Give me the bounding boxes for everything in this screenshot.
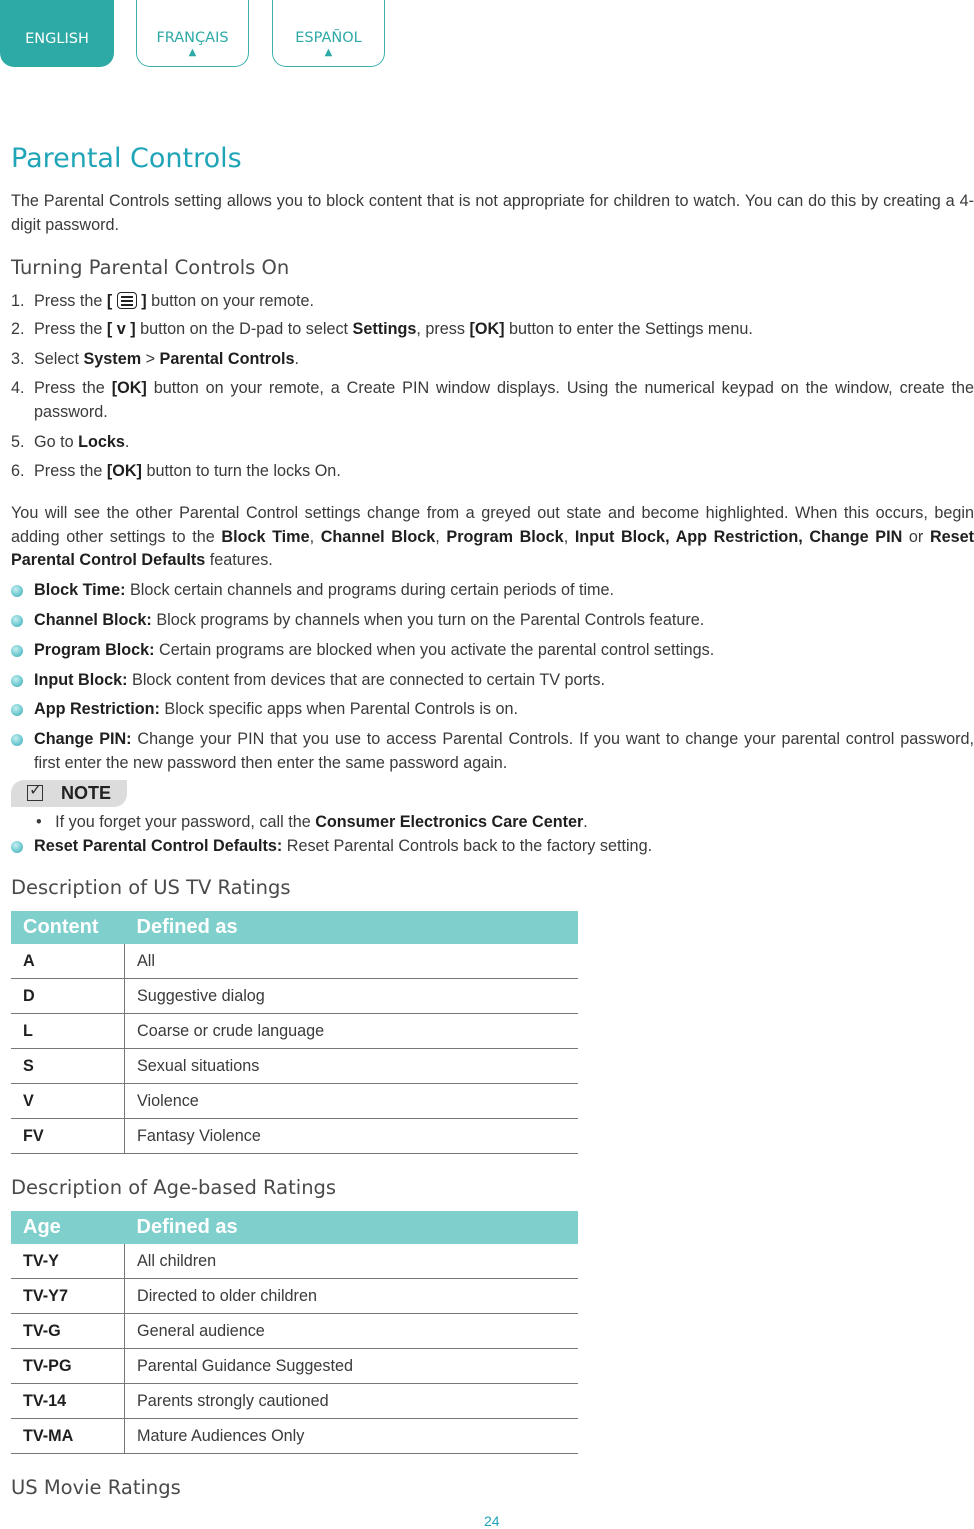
rating-definition: Fantasy Violence	[125, 1119, 579, 1154]
step-number: 2.	[11, 320, 25, 338]
note-text: If you forget your password, call the	[55, 813, 316, 831]
overview-bold: Channel Block	[320, 527, 436, 546]
step-text: .	[124, 433, 130, 451]
feature-desc: Block certain channels and programs during certain periods of time.	[125, 581, 615, 599]
rating-definition: Directed to older children	[125, 1279, 579, 1314]
step-text: Press the	[34, 379, 112, 397]
age-ratings-table	[11, 1211, 578, 1454]
column-header: Content	[11, 911, 125, 944]
rating-code: FV	[11, 1119, 125, 1154]
rating-code: TV-MA	[11, 1419, 125, 1454]
rating-code: L	[11, 1014, 125, 1049]
rating-code: TV-PG	[11, 1349, 125, 1384]
feature-desc: Block content from devices that are connected to certain TV ports.	[127, 671, 606, 689]
section-heading-age-ratings: Description of Age-based Ratings	[11, 1176, 337, 1199]
feature-item	[11, 639, 974, 663]
step-1	[11, 290, 974, 314]
table-row	[11, 1084, 578, 1119]
step-text: Press the	[34, 320, 107, 338]
rating-definition: Parental Guidance Suggested	[125, 1349, 579, 1384]
us-tv-ratings-table	[11, 911, 578, 1154]
rating-definition: Coarse or crude language	[125, 1014, 579, 1049]
triangle-up-icon: ▲	[188, 47, 197, 58]
bullet-dot-icon	[11, 645, 23, 657]
overview-text: features.	[205, 551, 273, 569]
rating-definition: All children	[125, 1244, 579, 1279]
feature-item	[11, 698, 974, 722]
feature-desc: Certain programs are blocked when you activate the parental control settings.	[154, 641, 715, 659]
overview-text: You will see the other Parental Control settings change from a greyed out state and become highlighted. When this occurs, begin adding other settings to the	[11, 504, 974, 546]
overview-text: ,	[563, 527, 575, 546]
overview-bold: Program Block	[446, 527, 564, 546]
step-text: >	[141, 350, 160, 368]
feature-item	[11, 609, 974, 633]
feature-name: Channel Block:	[34, 611, 152, 629]
table-row	[11, 1314, 578, 1349]
overview-text: ,	[309, 527, 321, 546]
note-label: NOTE	[61, 783, 112, 803]
rating-code: TV-Y	[11, 1244, 125, 1279]
step-text: , press	[416, 320, 470, 338]
table-row	[11, 1049, 578, 1084]
triangle-up-icon: ▲	[324, 47, 333, 58]
table-row	[11, 1349, 578, 1384]
step-bold: Parental Controls	[159, 350, 295, 368]
step-number: 6.	[11, 462, 25, 480]
overview-text: ,	[435, 527, 447, 546]
overview-paragraph	[11, 502, 974, 573]
rating-definition: Mature Audiences Only	[125, 1419, 579, 1454]
tab-english-label: ENGLISH	[25, 31, 89, 47]
menu-icon	[117, 292, 137, 309]
rating-definition: General audience	[125, 1314, 579, 1349]
tab-espanol-label: ESPAÑOL	[295, 30, 362, 46]
overview-bold: Reset Parental Control Defaults	[11, 527, 974, 569]
rating-code: TV-Y7	[11, 1279, 125, 1314]
rating-definition: Suggestive dialog	[125, 979, 579, 1014]
bullet-dot-icon	[11, 615, 23, 627]
feature-name: Reset Parental Control Defaults:	[34, 837, 283, 855]
bullet-dot-icon	[11, 675, 23, 687]
feature-desc: Block programs by channels when you turn on the Parental Controls feature.	[151, 611, 705, 629]
note-item	[36, 811, 588, 835]
rating-code: V	[11, 1084, 125, 1119]
feature-name: Change PIN:	[34, 730, 132, 748]
tab-english[interactable]	[0, 0, 114, 67]
step-text: button on the D-pad to select	[135, 320, 353, 338]
column-header: Age	[11, 1211, 125, 1244]
step-number: 1.	[11, 292, 25, 310]
rating-code: TV-G	[11, 1314, 125, 1349]
step-text: .	[294, 350, 299, 368]
feature-name: Block Time:	[34, 581, 126, 599]
bullet-dot-icon	[11, 841, 23, 853]
intro-paragraph: The Parental Controls setting allows you to block content that is not appropriate for children to watch. You can do this by creating a 4-digit password.	[11, 192, 974, 234]
step-5	[11, 431, 974, 455]
overview-bold: Block Time	[221, 527, 310, 546]
step-bold: Settings	[352, 320, 417, 338]
step-text: Press the	[34, 292, 107, 310]
feature-desc: Reset Parental Controls back to the factory setting.	[282, 837, 653, 855]
bullet-dot-icon	[11, 704, 23, 716]
table-row	[11, 1384, 578, 1419]
rating-definition: All	[125, 944, 579, 979]
feature-item	[11, 835, 974, 859]
table-row	[11, 1244, 578, 1279]
step-bold: [OK]	[111, 379, 147, 397]
bullet-dot-icon	[11, 734, 23, 746]
section-heading-turning-on: Turning Parental Controls On	[11, 256, 290, 279]
overview-text: or	[902, 527, 930, 546]
step-bold: [ v ]	[106, 320, 136, 338]
step-bold: [OK]	[106, 462, 142, 480]
step-number: 4.	[11, 379, 25, 397]
table-row	[11, 979, 578, 1014]
rating-code: A	[11, 944, 125, 979]
feature-item	[11, 669, 974, 693]
tab-francais[interactable]	[136, 0, 249, 67]
section-heading-us-tv-ratings: Description of US TV Ratings	[11, 876, 291, 899]
feature-desc: Block specific apps when Parental Controls is on.	[159, 700, 519, 718]
step-6	[11, 460, 974, 484]
table-row	[11, 1279, 578, 1314]
table-header-row	[11, 911, 578, 944]
step-bold: [	[106, 292, 113, 310]
step-bold: [OK]	[469, 320, 505, 338]
table-row	[11, 1119, 578, 1154]
rating-definition: Violence	[125, 1084, 579, 1119]
section-heading-movie-ratings: US Movie Ratings	[11, 1476, 181, 1499]
rating-definition: Parents strongly cautioned	[125, 1384, 579, 1419]
bullet-dot-icon	[11, 585, 23, 597]
overview-bold: Input Block, App Restriction, Change PIN	[574, 527, 903, 546]
column-header: Defined as	[125, 1211, 579, 1244]
rating-definition: Sexual situations	[125, 1049, 579, 1084]
column-header: Defined as	[125, 911, 579, 944]
step-bold: Locks	[78, 433, 125, 451]
tab-espanol[interactable]	[272, 0, 385, 67]
table-row	[11, 944, 578, 979]
feature-item	[11, 579, 974, 603]
note-badge	[11, 780, 127, 807]
tab-francais-label: FRANÇAIS	[156, 30, 229, 46]
step-text: button on your remote.	[146, 292, 315, 310]
feature-item	[11, 728, 974, 775]
note-bold: Consumer Electronics Care Center	[315, 813, 584, 831]
step-text: button to turn the locks On.	[141, 462, 341, 480]
rating-code: S	[11, 1049, 125, 1084]
page-number: 24	[484, 1513, 500, 1529]
step-bold: ]	[141, 292, 147, 310]
feature-desc: Change your PIN that you use to access Parental Controls. If you want to change your parental control password, first enter the new password then enter the same password again.	[34, 730, 974, 772]
step-text: button on your remote, a Create PIN window displays. Using the numerical keypad on the window, create the password.	[34, 379, 974, 421]
step-text: Select	[34, 350, 84, 368]
table-row	[11, 1419, 578, 1454]
rating-code: D	[11, 979, 125, 1014]
checkbox-edit-icon	[27, 785, 43, 801]
step-text: button to enter the Settings menu.	[504, 320, 753, 338]
step-number: 5.	[11, 433, 25, 451]
step-text: Press the	[34, 462, 107, 480]
note-text: .	[583, 813, 588, 831]
step-4	[11, 377, 974, 424]
feature-name: Program Block:	[34, 641, 155, 659]
page-title: Parental Controls	[11, 143, 242, 174]
feature-name: App Restriction:	[34, 700, 160, 718]
step-3	[11, 348, 974, 372]
feature-name: Input Block:	[34, 671, 128, 689]
step-number: 3.	[11, 350, 25, 368]
step-bold: System	[83, 350, 142, 368]
step-text: Go to	[34, 433, 79, 451]
rating-code: TV-14	[11, 1384, 125, 1419]
table-row	[11, 1014, 578, 1049]
table-header-row	[11, 1211, 578, 1244]
step-2	[11, 318, 974, 342]
bullet-glyph: •	[36, 813, 42, 831]
